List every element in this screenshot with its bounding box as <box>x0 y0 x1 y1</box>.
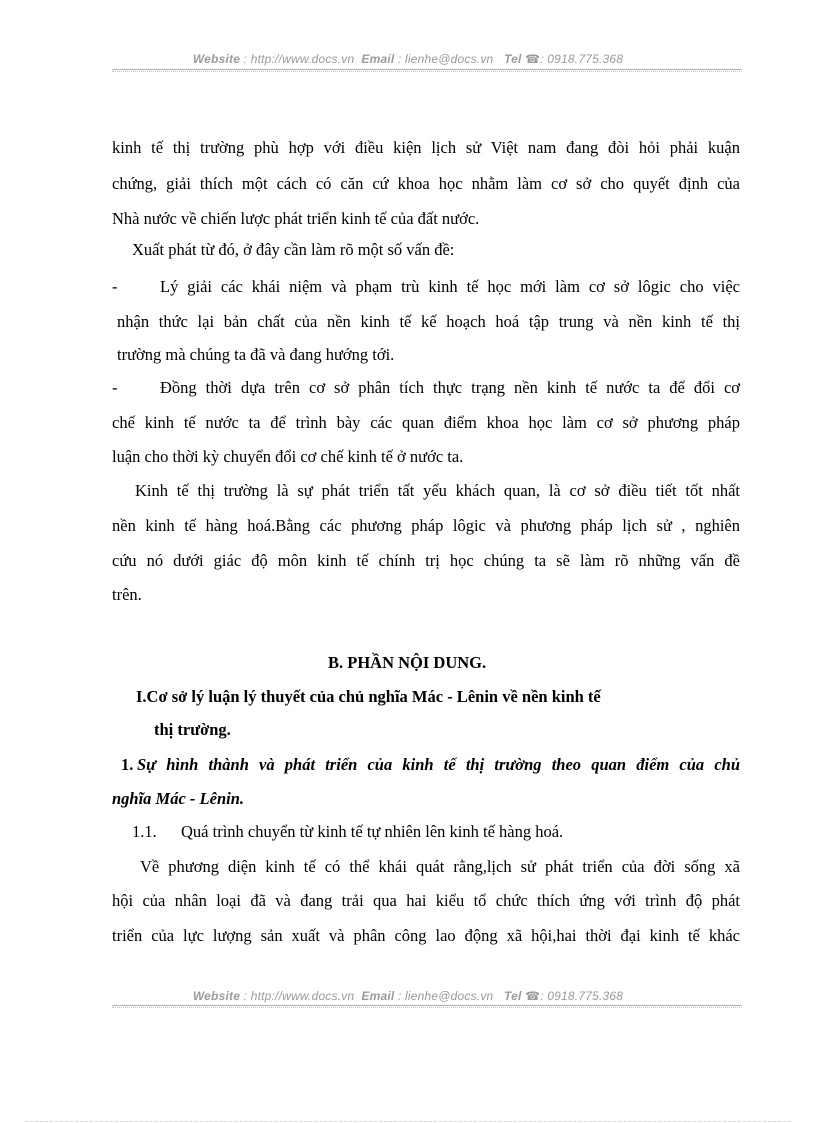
tel-label: Tel <box>504 52 522 66</box>
bullet-text: Đồng thời dựa trên cơ sở phân tích thực trạng nền kinh tế nước ta để đổi cơ <box>160 378 740 397</box>
body-line: Xuất phát từ đó, ở đây cần làm rõ một số vấn đề: <box>132 240 455 259</box>
bullet-text: chế kinh tế nước ta để trình bày các quan điểm khoa học làm cơ sở phương pháp <box>112 413 740 432</box>
website-url[interactable]: : http://www.docs.vn <box>243 989 355 1003</box>
page-header <box>0 52 816 66</box>
body-line: trên. <box>112 585 142 604</box>
body-line: cứu nó dưới giác độ môn kinh tế chính trị học chúng ta sẽ làm rõ những vấn đề <box>112 551 740 570</box>
body-line: triển của lực lượng sản xuất và phân công lao động xã hội,hai thời đại kinh tế khác <box>112 926 740 945</box>
phone-icon: ☎ <box>525 989 541 1003</box>
body-line: chứng, giải thích một cách có căn cứ khoa học nhằm làm cơ sở cho quyết định của <box>112 174 740 193</box>
body-line: Nhà nước về chiến lược phát triển kinh tế của đất nước. <box>112 209 480 228</box>
body-line: hội của nhân loại đã và đang trải qua hai kiểu tổ chức thích ứng với trình độ phát <box>112 891 740 910</box>
footer-rule <box>112 1005 742 1008</box>
subheading: Sự hình thành và phát triển của kinh tế thị trường theo quan điểm của chủ <box>137 755 740 774</box>
chapter-heading: I.Cơ sở lý luận lý thuyết của chủ nghĩa Mác - Lênin về nền kinh tế <box>136 687 601 706</box>
website-label: Website <box>192 52 241 66</box>
tel-label: Tel <box>504 989 522 1003</box>
website-url[interactable]: : http://www.docs.vn <box>243 52 355 66</box>
page-break-line <box>25 1121 791 1122</box>
chapter-heading-cont: thị trường. <box>154 720 231 739</box>
tel-number: : 0918.775.368 <box>540 989 624 1003</box>
phone-icon: ☎ <box>525 52 541 66</box>
bullet-text: nhận thức lại bản chất của nền kinh tế kế hoạch hoá tập trung và nền kinh tế thị <box>117 312 740 331</box>
page-footer <box>0 989 816 1003</box>
email-label: Email <box>361 989 395 1003</box>
bullet-text: trường mà chúng ta đã và đang hướng tới. <box>117 345 395 364</box>
tel-number: : 0918.775.368 <box>540 52 624 66</box>
subheading-number: 1. <box>121 755 134 774</box>
subsection-number: 1.1. <box>132 822 157 841</box>
email-address[interactable]: : lienhe@docs.vn <box>397 989 494 1003</box>
website-label: Website <box>192 989 241 1003</box>
body-line: Về phương diện kinh tế có thể khái quát rằng,lịch sử phát triển của đời sống xã <box>140 857 740 876</box>
header-rule <box>112 69 742 72</box>
subsection-title: Quá trình chuyển từ kinh tế tự nhiên lên kinh tế hàng hoá. <box>181 822 564 841</box>
subheading-cont: nghĩa Mác - Lênin. <box>112 789 245 808</box>
email-address[interactable]: : lienhe@docs.vn <box>397 52 494 66</box>
bullet-dash: - <box>112 378 118 397</box>
body-line: nền kinh tế hàng hoá.Bằng các phương pháp lôgic và phương pháp lịch sử , nghiên <box>112 516 740 535</box>
body-line: kinh tế thị trường phù hợp với điều kiện lịch sử Việt nam đang đòi hỏi phải kuận <box>112 138 740 157</box>
section-title: B. PHẦN NỘI DUNG. <box>328 653 487 672</box>
bullet-dash: - <box>112 277 118 296</box>
email-label: Email <box>361 52 395 66</box>
bullet-text: Lý giải các khái niệm và phạm trù kinh tế học mới làm cơ sở lôgic cho việc <box>160 277 740 296</box>
bullet-text: luận cho thời kỳ chuyển đổi cơ chế kinh tế ở nước ta. <box>112 447 464 466</box>
body-line: Kinh tế thị trường là sự phát triển tất yếu khách quan, là cơ sở điều tiết tốt nhất <box>135 481 740 500</box>
